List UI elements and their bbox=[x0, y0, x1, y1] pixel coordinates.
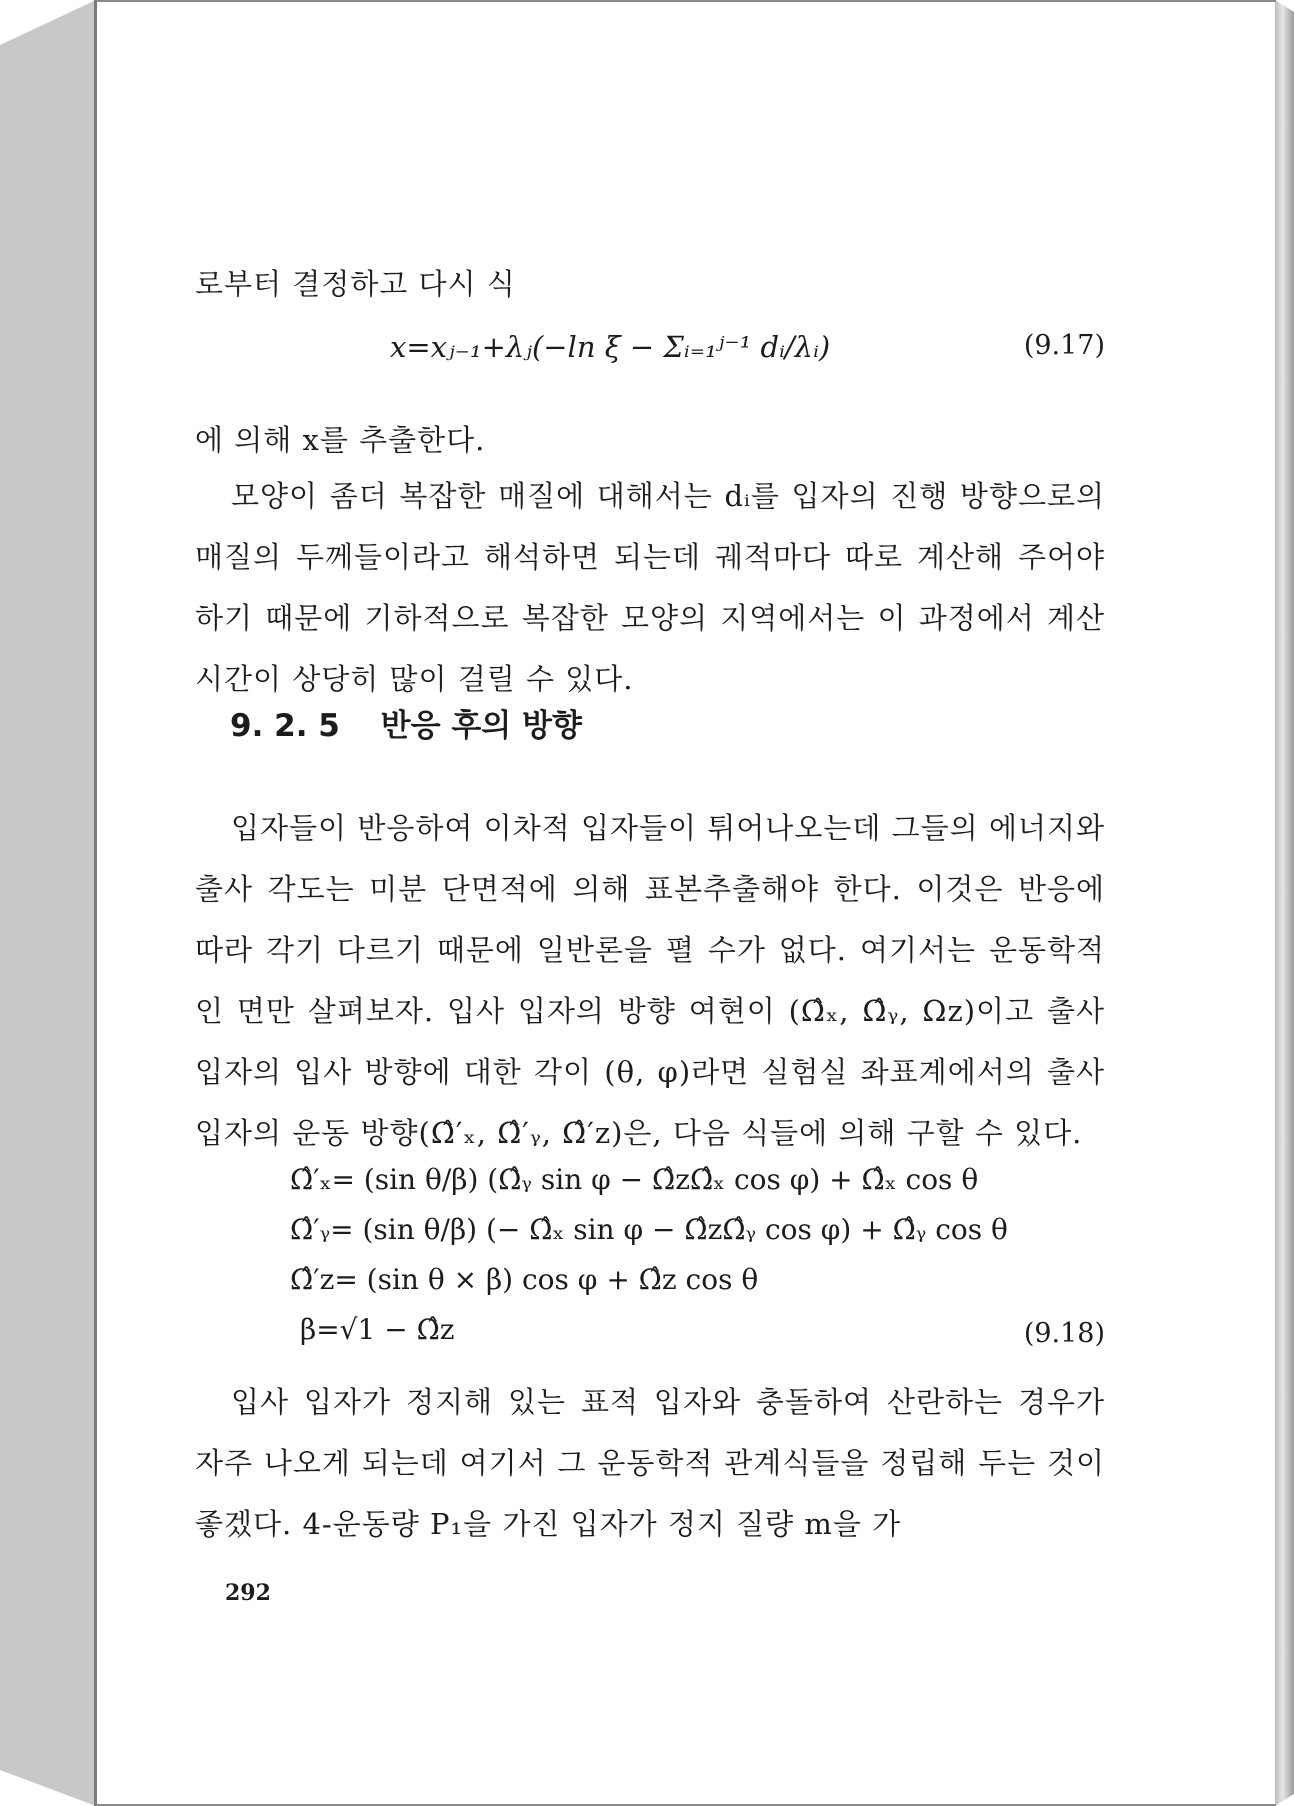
paragraph-collision bbox=[195, 1372, 1105, 1555]
equation-number-row bbox=[195, 1318, 1105, 1358]
paragraph-text: 모양이 좀더 복잡한 매질에 대해서는 dᵢ를 입자의 진행 방향으로의 매질의 두께들이라고 해석하면 되는데 궤적마다 따로 계산해 주어야 하기 때문에 기하적으로 복잡한 모양의 지역에서는 이 과정에서 계산 시간이 상당히 많이 걸릴 수 있다. bbox=[195, 479, 1105, 696]
paragraph-text: 입자들이 반응하여 이차적 입자들이 튀어나오는데 그들의 에너지와 출사 각도는 미분 단면적에 의해 표본추출해야 한다. 이것은 반응에 따라 각기 다르기 때문에 일반론을 펼 수가 없다. 여기서는 운동학적인 면만 살펴보자. 입사 입자의 방향 여현이 (Ω̂ₓ, Ω̂ᵧ, Ωz)이고 출사 입자의 입사 방향에 대한 각이 (θ, φ)라면 실험실 좌표계에서의 출사 입자의 운동 방향(Ω̂′ₓ, Ω̂′ᵧ, Ω̂′z)은, 다음 식들에 의해 구할 수 있다. bbox=[195, 811, 1105, 1150]
equation-line: Ω̂′ᵧ= (sin θ/β) (− Ω̂ₓ sin φ − Ω̂zΩ̂ᵧ cos φ) + Ω̂ᵧ cos θ bbox=[290, 1213, 1008, 1246]
equation-line: β=√1 − Ω̂z bbox=[300, 1313, 455, 1346]
paragraph-text: 에 의해 x를 추출한다. bbox=[195, 423, 486, 457]
equation-line: Ω̂′ₓ= (sin θ/β) (Ω̂ᵧ sin φ − Ω̂zΩ̂ₓ cos φ) + Ω̂ₓ cos θ bbox=[290, 1163, 979, 1196]
paragraph-reaction bbox=[195, 798, 1105, 1164]
paragraph-text: 로부터 결정하고 다시 식 bbox=[195, 267, 516, 301]
paragraph-text: 입사 입자가 정지해 있는 표적 입자와 충돌하여 산란하는 경우가 자주 나오게 되는데 여기서 그 운동학적 관계식들을 정립해 두는 것이 좋겠다. 4-운동량 P₁을 가진 입자가 정지 질량 m을 가 bbox=[195, 1385, 1105, 1541]
paragraph-extract bbox=[195, 410, 1105, 471]
page-edges bbox=[1275, 0, 1294, 1806]
book-spine bbox=[0, 0, 96, 1806]
equation-body: x=xⱼ₋₁+λⱼ(−ln ξ − Σᵢ₌₁ʲ⁻¹ dᵢ/λᵢ) bbox=[390, 330, 831, 364]
equation-number: (9.17) bbox=[1023, 330, 1105, 361]
equation-number: (9.18) bbox=[1023, 1318, 1105, 1349]
paragraph-complex-medium bbox=[195, 466, 1105, 710]
page-number: 292 bbox=[225, 1580, 271, 1606]
paragraph-intro bbox=[195, 254, 1105, 315]
equation-9-17 bbox=[195, 330, 1105, 380]
section-heading bbox=[230, 700, 582, 745]
page-border-top bbox=[96, 0, 1276, 2]
section-title: 반응 후의 방향 bbox=[380, 708, 582, 744]
section-number: 9. 2. 5 bbox=[230, 708, 340, 744]
equation-line: Ω̂′z= (sin θ × β) cos φ + Ω̂z cos θ bbox=[290, 1263, 759, 1296]
